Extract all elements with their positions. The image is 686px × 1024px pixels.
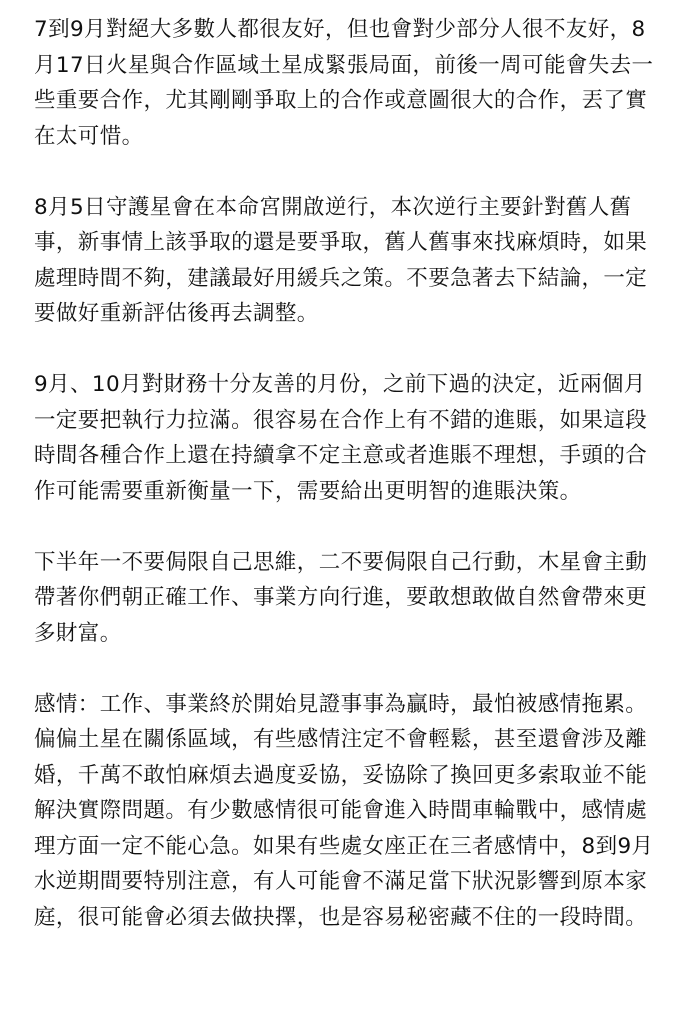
paragraph-second-half-year: 下半年一不要侷限自己思維，二不要侷限自己行動，木星會主動帶著你們朝正確工作、事業方向行進，要敢想敢做自然會帶來更多財富。 [34, 549, 648, 646]
paragraph-retrograde: 8月5日守護星會在本命宮開啟逆行，本次逆行主要針對舊人舊事，新事情上該爭取的還是要爭取，舊人舊事來找麻煩時，如果處理時間不夠，建議最好用緩兵之策。不要急著去下結論，一定要做好重新評估後再去調整。 [34, 194, 648, 326]
paragraph-relationships: 感情：工作、事業終於開始見證事事為贏時，最怕被感情拖累。偏偏土星在關係區域，有些感情注定不會輕鬆，甚至還會涉及離婚，千萬不敢怕麻煩去過度妥協，妥協除了換回更多索取並不能解決實際問題。有少數感情很可能會進入時間車輪戰中，感情處理方面一定不能心急。如果有些處女座正在三者感情中，8到9月水逆期間要特別注意，有人可能會不滿足當下狀況影響到原本家庭，很可能會必須去做抉擇，也是容易秘密藏不住的一段時間。 [34, 691, 654, 930]
article-body [34, 12, 660, 935]
paragraph-finance: 9月、10月對財務十分友善的月份，之前下過的決定，近兩個月一定要把執行力拉滿。很容易在合作上有不錯的進賬，如果這段時間各種合作上還在持續拿不定主意或者進賬不理想，手頭的合作可能需要重新衡量一下，需要給出更明智的進賬決策。 [34, 372, 648, 504]
paragraph-cooperation: 7到9月對絕大多數人都很友好，但也會對少部分人很不友好，8月17日火星與合作區域土星成緊張局面，前後一周可能會失去一些重要合作，尤其剛剛爭取上的合作或意圖很大的合作，丟了實在太可惜。 [34, 17, 654, 149]
